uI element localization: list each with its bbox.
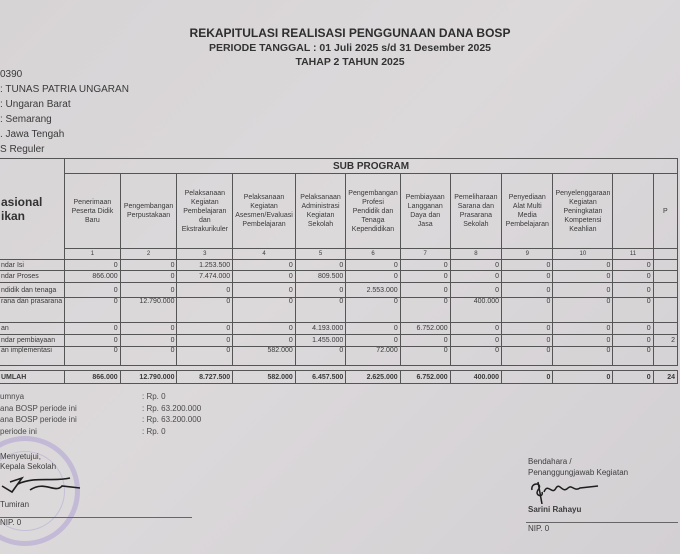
cell: 0	[613, 271, 653, 283]
cell: 4.193.000	[295, 323, 345, 335]
document-title: REKAPITULASI REALISASI PENGGUNAAN DANA BOSP	[189, 26, 511, 40]
column-header: Pengembangan Profesi Pendidik dan Tenaga Kependidikan	[346, 174, 400, 249]
summary-row	[0, 391, 201, 403]
column-number: 3	[177, 249, 233, 260]
sub-program-header: SUB PROGRAM	[65, 159, 678, 174]
row-label: ndar pembiayaan	[0, 335, 65, 347]
cell: 0	[346, 298, 400, 323]
cell: 0	[233, 335, 296, 347]
row-label: an	[0, 323, 65, 335]
cell: 582.000	[233, 347, 296, 366]
column-header: Pelaksanaan Kegiatan Pembelajaran dan Ekstrakurikuler	[177, 174, 233, 249]
cell: 0	[400, 347, 450, 366]
column-number: 10	[553, 249, 613, 260]
approval-label: Menyetujui,	[0, 452, 41, 461]
cell: 7.474.000	[177, 271, 233, 283]
cell: 0	[233, 271, 296, 283]
cell: 12.790.000	[120, 298, 177, 323]
cell: 72.000	[346, 347, 400, 366]
cell: 0	[295, 298, 345, 323]
row-label: an implementasi	[0, 347, 65, 366]
cell: 0	[120, 323, 177, 335]
cell: 0	[613, 298, 653, 323]
cell	[653, 298, 677, 323]
row-label: ndidik dan tenaga	[0, 283, 65, 298]
column-header	[613, 174, 653, 249]
cell	[653, 260, 677, 271]
total-cell: 8.727.500	[177, 371, 233, 384]
table-row	[0, 335, 678, 347]
cell: 0	[65, 323, 121, 335]
cell: 0	[553, 271, 613, 283]
school-district: : Ungaran Barat	[0, 99, 71, 110]
cell: 0	[177, 347, 233, 366]
column-number: 5	[295, 249, 345, 260]
cell: 0	[400, 260, 450, 271]
column-header: P	[653, 174, 677, 249]
cell	[653, 271, 677, 283]
cell: 0	[295, 260, 345, 271]
cell: 0	[65, 283, 121, 298]
treasurer-name: Sarini Rahayu	[528, 505, 582, 514]
cell: 0	[120, 271, 177, 283]
total-cell: 12.790.000	[120, 371, 177, 384]
cell: 0	[502, 271, 553, 283]
cell: 0	[613, 335, 653, 347]
column-number: 1	[65, 249, 121, 260]
table-row	[0, 347, 678, 366]
cell: 0	[346, 260, 400, 271]
cell: 809.500	[295, 271, 345, 283]
column-number	[653, 249, 677, 260]
signature-line-right	[526, 522, 678, 523]
cell: 0	[400, 335, 450, 347]
cell: 6.752.000	[400, 323, 450, 335]
cell: 0	[553, 298, 613, 323]
cell: 0	[450, 271, 501, 283]
cell: 0	[177, 323, 233, 335]
column-header: Pelaksanaan Kegiatan Asesmen/Evaluasi Pembelajaran	[233, 174, 296, 249]
fund-type: S Reguler	[0, 144, 45, 155]
principal-nip: NIP. 0	[0, 518, 22, 527]
cell	[653, 283, 677, 298]
cell: 866.000	[65, 271, 121, 283]
treasurer-role-line2: Penanggungjawab Kegiatan	[528, 468, 629, 477]
cell: 0	[502, 335, 553, 347]
cell: 0	[233, 260, 296, 271]
cell: 0	[346, 335, 400, 347]
principal-name: Tumiran	[0, 500, 30, 509]
cell: 0	[233, 298, 296, 323]
cell: 0	[177, 298, 233, 323]
total-row	[0, 371, 678, 384]
total-cell: 6.457.500	[295, 371, 345, 384]
summary-value: : Rp. 63.200.000	[142, 415, 202, 424]
column-header: Pengembangan Perpustakaan	[120, 174, 177, 249]
total-cell: 24	[653, 371, 677, 384]
cell: 400.000	[450, 298, 501, 323]
summary-value: : Rp. 0	[142, 392, 166, 401]
school-name: : TUNAS PATRIA UNGARAN	[0, 84, 129, 95]
cell: 0	[177, 283, 233, 298]
table-row	[0, 271, 678, 283]
summary-value: : Rp. 0	[142, 426, 166, 436]
total-cell: 2.625.000	[346, 371, 400, 384]
cell: 0	[613, 283, 653, 298]
cell: 0	[450, 347, 501, 366]
table-row	[0, 260, 678, 271]
cell: 0	[502, 260, 553, 271]
row-label: ndar Isi	[0, 260, 65, 271]
cell: 0	[553, 347, 613, 366]
standard-header-line1: asional	[1, 195, 43, 209]
cell: 0	[65, 347, 121, 366]
cell: 0	[120, 335, 177, 347]
signature-line-left	[0, 517, 192, 518]
cell: 0	[120, 260, 177, 271]
cell	[653, 323, 677, 335]
cell: 0	[450, 323, 501, 335]
cell: 0	[400, 298, 450, 323]
summary-row	[0, 414, 201, 426]
cell: 0	[613, 260, 653, 271]
summary-label: ana BOSP periode ini	[0, 403, 77, 413]
column-header: Pemeliharaan Sarana dan Prasarana Sekolah	[450, 174, 501, 249]
summary-label: umnya	[0, 392, 25, 401]
school-info	[0, 67, 129, 157]
cell: 0	[295, 283, 345, 298]
cell: 0	[553, 260, 613, 271]
column-number: 2	[120, 249, 177, 260]
cell: 0	[346, 271, 400, 283]
cell: 2	[653, 335, 677, 347]
column-header: Pembiayaan Langganan Daya dan Jasa	[400, 174, 450, 249]
total-cell: 0	[613, 371, 653, 384]
cell: 0	[65, 298, 121, 323]
recap-table	[0, 158, 678, 384]
total-cell: 0	[502, 371, 553, 384]
total-cell: 0	[553, 371, 613, 384]
cell: 0	[502, 323, 553, 335]
column-header: Pelaksanaan Administrasi Kegiatan Sekolah	[295, 174, 345, 249]
cell: 0	[502, 347, 553, 366]
cell: 1.253.500	[177, 260, 233, 271]
cell: 0	[177, 335, 233, 347]
column-header: Penyediaan Alat Multi Media Pembelajaran	[502, 174, 553, 249]
cell: 0	[120, 347, 177, 366]
column-number: 6	[346, 249, 400, 260]
cell: 0	[613, 323, 653, 335]
cell: 0	[613, 347, 653, 366]
cell: 0	[502, 298, 553, 323]
cell: 0	[65, 260, 121, 271]
cell: 0	[450, 283, 501, 298]
table-row	[0, 298, 678, 323]
cell: 0	[400, 283, 450, 298]
document-header	[150, 26, 550, 68]
column-header: Penerimaan Peserta Didik Baru	[65, 174, 121, 249]
table-row	[0, 283, 678, 298]
summary-value: : Rp. 63.200.000	[142, 403, 202, 413]
total-label: UMLAH	[0, 371, 65, 384]
cell: 0	[233, 323, 296, 335]
column-number: 4	[233, 249, 296, 260]
cell: 0	[120, 283, 177, 298]
fund-summary	[0, 391, 201, 437]
school-npsn: 0390	[0, 69, 23, 80]
cell: 0	[346, 323, 400, 335]
period-text: PERIODE TANGGAL : 01 Juli 2025 s/d 31 Desember 2025	[208, 42, 492, 54]
stage-text: TAHAP 2 TAHUN 2025	[295, 56, 405, 68]
cell: 0	[553, 335, 613, 347]
cell: 0	[553, 323, 613, 335]
school-city: : Semarang	[0, 114, 52, 125]
total-cell: 400.000	[450, 371, 501, 384]
cell: 0	[450, 260, 501, 271]
cell: 0	[400, 271, 450, 283]
principal-signature-icon	[0, 472, 95, 496]
standard-header-line2: ikan	[1, 209, 26, 223]
treasurer-role-line1: Bendahara /	[528, 457, 572, 466]
column-number: 7	[400, 249, 450, 260]
cell: 2.553.000	[346, 283, 400, 298]
cell: 0	[553, 283, 613, 298]
cell: 1.455.000	[295, 335, 345, 347]
school-province: . Jawa Tengah	[0, 129, 65, 140]
row-label: rana dan prasarana	[0, 298, 65, 323]
column-number: 11	[613, 249, 653, 260]
row-label: ndar Proses	[0, 271, 65, 283]
total-cell: 6.752.000	[400, 371, 450, 384]
cell: 0	[65, 335, 121, 347]
column-number: 8	[450, 249, 501, 260]
cell: 0	[295, 347, 345, 366]
summary-label: periode ini	[0, 426, 37, 436]
principal-role: Kepala Sekolah	[0, 462, 57, 471]
cell: 0	[233, 283, 296, 298]
total-cell: 582.000	[233, 371, 296, 384]
standard-header	[0, 159, 65, 260]
treasurer-signature-icon	[528, 478, 628, 504]
total-cell: 866.000	[65, 371, 121, 384]
cell	[653, 347, 677, 366]
summary-label: ana BOSP periode ini	[0, 415, 77, 424]
summary-row	[0, 403, 201, 415]
table-row	[0, 323, 678, 335]
column-number: 9	[502, 249, 553, 260]
cell: 0	[450, 335, 501, 347]
cell: 0	[502, 283, 553, 298]
column-header: Penyelenggaraan Kegiatan Peningkatan Kompetensi Keahlian	[553, 174, 613, 249]
treasurer-nip: NIP. 0	[528, 524, 550, 533]
